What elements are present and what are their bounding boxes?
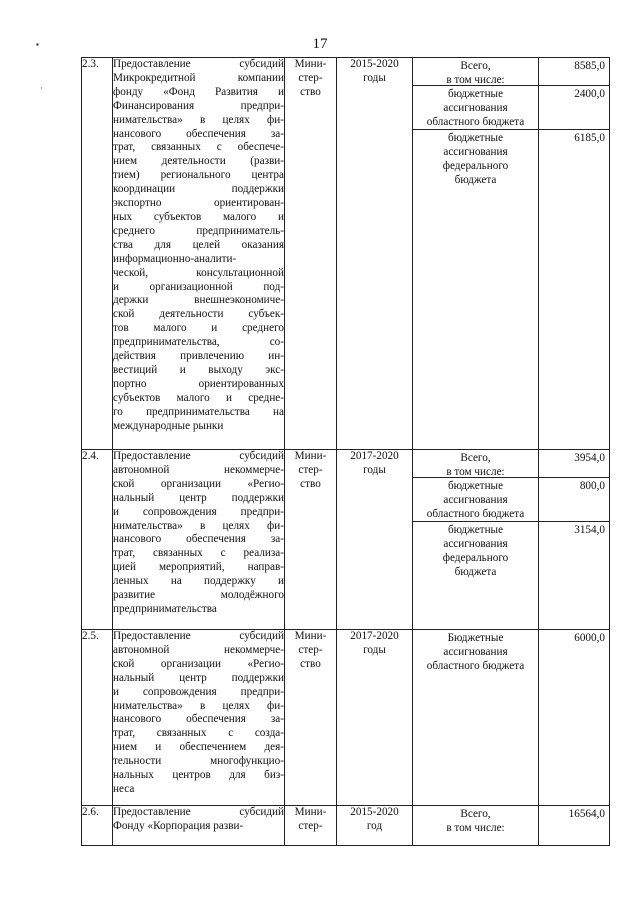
scan-mark: ▪ bbox=[36, 40, 39, 49]
implementation-period bbox=[337, 806, 413, 846]
description-line: Фонду «Корпорация разви- bbox=[113, 819, 244, 832]
funding-amount: 16564,0 bbox=[568, 808, 605, 820]
row-number: 2.4. bbox=[82, 450, 113, 630]
description-line: цией мероприятий, направ- bbox=[113, 561, 284, 574]
description-line: трат, связанных с реализа- bbox=[113, 547, 284, 560]
description-line: нальных центров для биз- bbox=[113, 769, 284, 782]
table-row bbox=[82, 630, 610, 806]
funding-amount: 800,0 bbox=[539, 478, 609, 522]
description-line: нальный центр поддержки bbox=[113, 491, 284, 504]
description-line: информационно-аналити- bbox=[113, 252, 237, 265]
executor-line: Мини- bbox=[294, 806, 327, 818]
description-line: ской организации «Регио- bbox=[113, 477, 284, 490]
description-line: нансового обеспечения за- bbox=[113, 713, 284, 726]
funding-amount: 3154,0 bbox=[574, 524, 605, 536]
executor-line: Мини- bbox=[294, 58, 327, 70]
description-line: среднего предприниматель- bbox=[113, 224, 284, 237]
funding-source bbox=[413, 806, 538, 837]
table-row bbox=[82, 58, 610, 450]
description-line: Предоставление субсидий bbox=[113, 58, 284, 70]
description-line: ской организации «Регио- bbox=[113, 657, 284, 670]
activity-description bbox=[113, 630, 285, 806]
description-line: фонду «Фонд Развития и bbox=[113, 85, 284, 98]
description-line: портно ориентированных bbox=[113, 377, 284, 390]
description-line: вестиций и выходу экс- bbox=[113, 363, 284, 376]
description-line: нальный центр поддержки bbox=[113, 671, 284, 684]
description-line: тов малого и среднего bbox=[113, 322, 284, 335]
funding-amount: 6185,0 bbox=[574, 132, 605, 144]
funding-amounts bbox=[539, 58, 610, 450]
funding-source bbox=[413, 450, 538, 478]
funding-source-line: Всего, bbox=[460, 808, 491, 820]
description-line: нимательства» в целях фи- bbox=[113, 519, 284, 532]
description-line: неса bbox=[113, 782, 135, 795]
executor-line: стер- bbox=[298, 643, 323, 656]
table-row bbox=[82, 450, 610, 630]
implementation-period bbox=[337, 58, 413, 450]
funding-sources bbox=[413, 450, 539, 630]
activity-description bbox=[113, 806, 285, 846]
funding-source-line: ассигнования bbox=[443, 493, 508, 506]
funding-source-line: бюджетные bbox=[447, 88, 504, 100]
description-line: экспортно ориентирован- bbox=[113, 197, 284, 210]
funding-sources bbox=[413, 58, 539, 450]
implementation-period bbox=[337, 450, 413, 630]
description-line: предпринимательства bbox=[113, 602, 217, 615]
funding-source-line: в том числе: bbox=[446, 73, 505, 86]
funding-source-line: бюджетные bbox=[447, 480, 504, 492]
description-line: ческой, консультационной bbox=[113, 266, 284, 279]
description-line: и организационной под- bbox=[113, 280, 284, 293]
description-line: Микрокредитной компании bbox=[113, 71, 284, 84]
funding-source-line: ассигнования bbox=[443, 645, 508, 658]
description-line: и сопровождения предпри- bbox=[113, 505, 284, 518]
funding-amount: 2400,0 bbox=[539, 86, 609, 130]
funding-source bbox=[413, 630, 538, 675]
responsible-executor bbox=[285, 450, 337, 630]
executor-line: Мини- bbox=[294, 450, 327, 462]
funding-amounts bbox=[539, 806, 610, 846]
responsible-executor bbox=[285, 806, 337, 846]
description-line: нием и обеспечением дея- bbox=[113, 741, 284, 754]
row-number: 2.6. bbox=[82, 806, 113, 846]
funding-source bbox=[413, 86, 538, 130]
program-activities-table bbox=[81, 57, 610, 846]
description-line: Предоставление субсидий bbox=[113, 450, 284, 462]
description-line: нансового обеспечения за- bbox=[113, 533, 284, 546]
description-line: трат, связанных с обеспече- bbox=[113, 141, 284, 154]
description-line: тием) регионального центра bbox=[113, 169, 284, 182]
funding-source-line: федерального bbox=[442, 159, 509, 172]
description-line: международные рынки bbox=[113, 419, 224, 432]
funding-source-line: бюджетные bbox=[447, 524, 504, 536]
funding-source-line: Всего, bbox=[460, 452, 491, 464]
scan-mark: · bbox=[40, 84, 43, 93]
description-line: координации поддержки bbox=[113, 183, 284, 196]
description-line: субъектов малого и средне- bbox=[113, 391, 284, 404]
description-line: нимательства» в целях фи- bbox=[113, 699, 284, 712]
description-line: и сопровождения предпри- bbox=[113, 685, 284, 698]
period-line: годы bbox=[363, 643, 386, 656]
funding-source bbox=[413, 58, 538, 86]
executor-line: Мини- bbox=[294, 630, 327, 642]
funding-source-line: бюджетные bbox=[447, 132, 504, 144]
description-line: го предпринимательства на bbox=[113, 405, 284, 418]
responsible-executor bbox=[285, 58, 337, 450]
description-line: автономной некоммерче- bbox=[113, 463, 284, 476]
funding-source-line: в том числе: bbox=[446, 465, 505, 478]
period-line: год bbox=[366, 819, 383, 832]
funding-sources bbox=[413, 630, 539, 806]
activity-description bbox=[113, 58, 285, 450]
funding-source-line: ассигнования bbox=[443, 537, 508, 550]
description-line: Предоставление субсидий bbox=[113, 806, 284, 818]
funding-amounts bbox=[539, 630, 610, 806]
description-line: развитие молодёжного bbox=[113, 589, 284, 602]
row-number: 2.5. bbox=[82, 630, 113, 806]
funding-source-line: ассигнования bbox=[443, 145, 508, 158]
executor-line: стер- bbox=[298, 71, 323, 84]
page-number: 17 bbox=[312, 36, 328, 52]
description-line: нимательства» в целях фи- bbox=[113, 113, 284, 126]
executor-line: стер- bbox=[298, 819, 323, 832]
responsible-executor bbox=[285, 630, 337, 806]
description-line: предпринимательства, со- bbox=[113, 336, 284, 349]
funding-source-line: бюджета bbox=[454, 565, 497, 578]
description-line: ных субъектов малого и bbox=[113, 210, 284, 223]
activity-description bbox=[113, 450, 285, 630]
table-row bbox=[82, 806, 610, 846]
description-line: действия привлечению ин- bbox=[113, 350, 284, 363]
funding-source-line: областного бюджета bbox=[426, 659, 525, 672]
description-line: держки внешнеэкономиче- bbox=[113, 294, 284, 307]
row-number: 2.3. bbox=[82, 58, 113, 450]
description-line: ства для целей оказания bbox=[113, 238, 284, 251]
period-line: 2017-2020 bbox=[350, 450, 399, 462]
description-line: Финансирования предпри- bbox=[113, 99, 284, 112]
funding-source-line: Бюджетные bbox=[447, 632, 504, 644]
description-line: тельности многофункцио- bbox=[113, 755, 284, 768]
description-line: Предоставление субсидий bbox=[113, 630, 284, 642]
implementation-period bbox=[337, 630, 413, 806]
funding-source-line: в том числе: bbox=[446, 821, 505, 834]
period-line: годы bbox=[363, 463, 386, 476]
funding-source bbox=[413, 478, 538, 522]
description-line: нансового обеспечения за- bbox=[113, 127, 284, 140]
period-line: 2017-2020 bbox=[350, 630, 399, 642]
funding-amount: 6000,0 bbox=[574, 632, 605, 644]
funding-source bbox=[413, 130, 538, 189]
funding-source-line: Всего, bbox=[460, 60, 491, 72]
funding-source-line: ассигнования bbox=[443, 101, 508, 114]
executor-line: ство bbox=[300, 657, 321, 670]
executor-line: стер- bbox=[298, 463, 323, 476]
executor-line: ство bbox=[300, 85, 321, 98]
funding-amounts bbox=[539, 450, 610, 630]
description-line: автономной некоммерче- bbox=[113, 643, 284, 656]
funding-source bbox=[413, 522, 538, 581]
funding-source-line: областного бюджета bbox=[426, 115, 525, 128]
period-line: годы bbox=[363, 71, 386, 84]
period-line: 2015-2020 bbox=[350, 58, 399, 70]
description-line: нием деятельности (разви- bbox=[113, 155, 284, 168]
description-line: трат, связанных с созда- bbox=[113, 727, 284, 740]
funding-source-line: областного бюджета bbox=[426, 507, 525, 520]
funding-source-line: бюджета bbox=[454, 173, 497, 186]
funding-amount: 3954,0 bbox=[539, 450, 609, 478]
executor-line: ство bbox=[300, 477, 321, 490]
description-line: ленных на поддержку и bbox=[113, 575, 284, 588]
description-line: ской деятельности субъек- bbox=[113, 308, 284, 321]
funding-source-line: федерального bbox=[442, 551, 509, 564]
funding-amount: 8585,0 bbox=[539, 58, 609, 86]
period-line: 2015-2020 bbox=[350, 806, 399, 818]
funding-sources bbox=[413, 806, 539, 846]
